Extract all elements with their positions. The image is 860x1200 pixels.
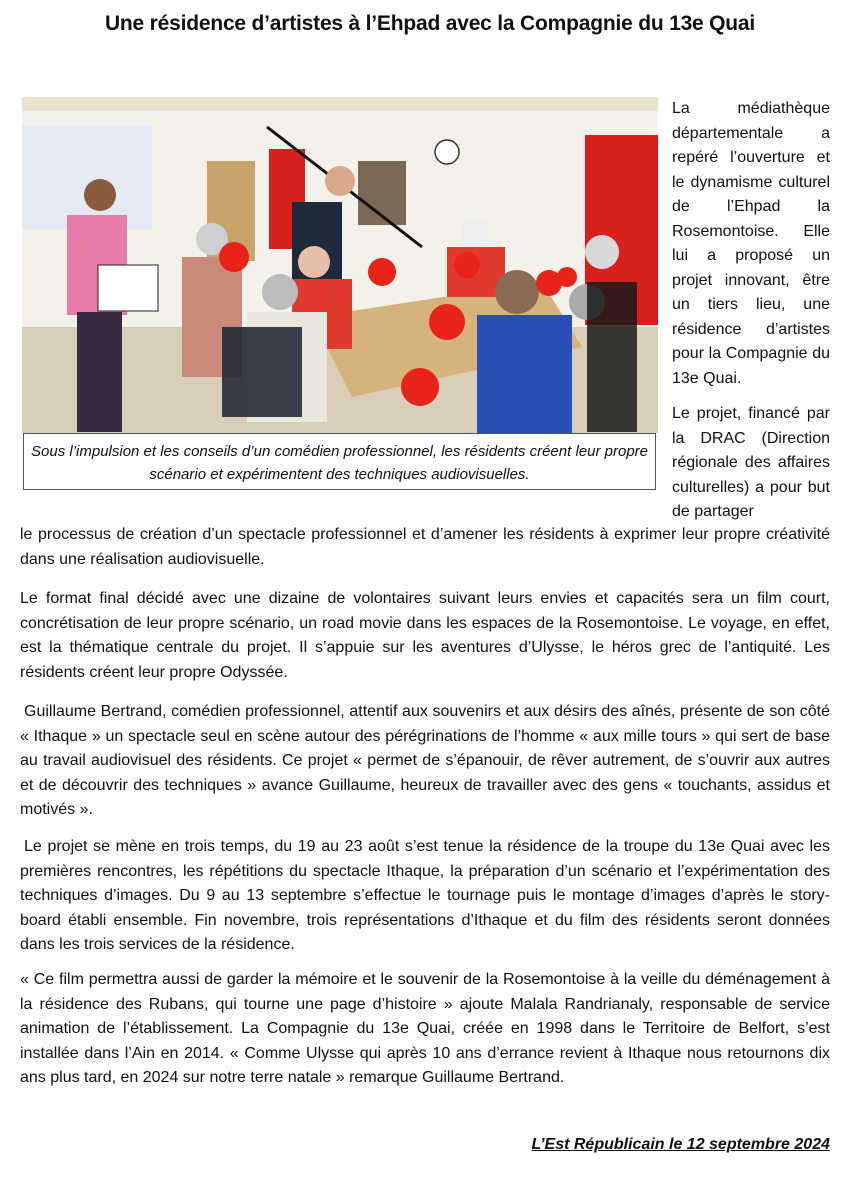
photo-caption: Sous l’impulsion et les conseils d’un comédien professionnel, les résidents créent leur propre scénario et expérimentent des techniques audiovisuelles. xyxy=(23,433,656,490)
article-source: L’Est Républicain le 12 septembre 2024 xyxy=(531,1136,830,1153)
photo-illustration xyxy=(22,97,658,433)
paragraph-trois-temps: Le projet se mène en trois temps, du 19 au 23 août s’est tenue la résidence de la troupe du 13e Quai avec les premières rencontres, les répétitions du spectacle Ithaque, la préparation d’un scénario et l’expérimentation des techniques d’images. Du 9 au 13 septembre s’effectue le tournage puis le montage d’images d’après le story-board établi ensemble. Fin novembre, trois représentations d’Ithaque et du film des résidents seront données dans les trois services de la résidence. xyxy=(20,838,830,953)
paragraph-format-final: Le format final décidé avec une dizaine de volontaires suivant leurs envies et capacités sera un film court, concrétisation de leur propre scénario, un road movie dans les espaces de la Rosemontoise. Le voyage, en effet, est la thématique centrale du projet. Il s’appuie sur les aventures d’Ulysse, le héros grec de l’antiquité. Les résidents créent leur propre Odyssée. xyxy=(20,590,830,681)
paragraph-guillaume-bertrand: Guillaume Bertrand, comédien professionnel, attentif aux souvenirs et aux désirs des aînés, présente de son côté « Ithaque » un spectacle seul en scène autour des pérégrinations de l’homme « aux mille tours » qui sert de base au travail audiovisuel des résidents. Ce projet « permet de s’épanouir, de rêver autrement, de s’ouvrir aux autres et de découvrir des techniques » avance Guillaume, heureux de travailler avec des gens « touchants, assidus et motivés ». xyxy=(20,703,830,818)
article-photo xyxy=(22,97,658,433)
paragraph-memoire: « Ce film permettra aussi de garder la mémoire et le souvenir de la Rosemontoise à la veille du déménagement à la résidence des Rubans, qui tourne une page d’histoire » ajoute Malala Randrianaly, responsable de service animation de l’établissement. La Compagnie du 13e Quai, créée en 1998 dans le Territoire de Belfort, s’est installée dans l’Ain en 2014. « Comme Ulysse qui après 10 ans d’errance revient à Ithaque nous retournons dix ans plus tard, en 2024 sur notre terre natale » remarque Guillaume Bertrand. xyxy=(20,971,830,1086)
paragraph-continuation: le processus de création d’un spectacle professionnel et d’amener les résidents à exprimer leur propre créativité dans une réalisation audiovisuelle. xyxy=(20,526,830,568)
side-paragraph-2: Le projet, financé par la DRAC (Direction régionale des affaires culturelles) a pour but de partager xyxy=(672,405,830,520)
article-title: Une résidence d’artistes à l’Ehpad avec la Compagnie du 13e Quai xyxy=(104,12,756,35)
side-paragraph-1: La médiathèque départementale a repéré l’ouverture et le dynamisme culturel de l’Ehpad la Rosemontoise. Elle lui a proposé un projet innovant, être un tiers lieu, une résidence d’artistes pour la Compagnie du 13e Quai. xyxy=(672,100,830,387)
